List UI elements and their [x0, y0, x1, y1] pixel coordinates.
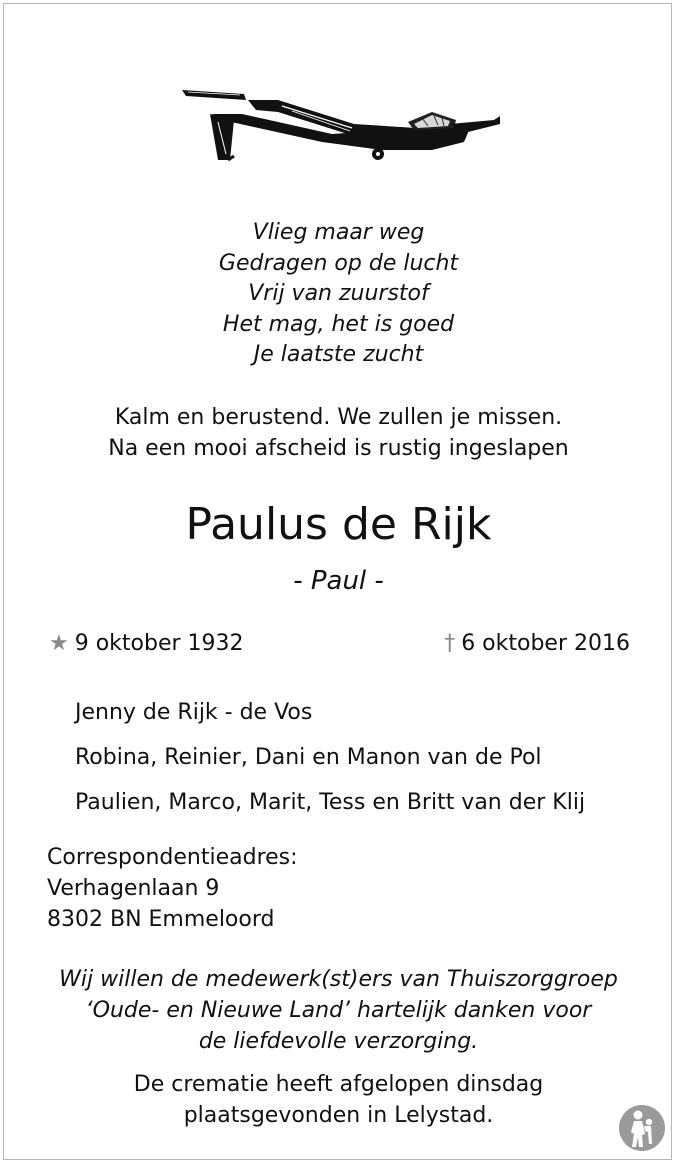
- birth-date-text: 9 oktober 1932: [74, 631, 244, 656]
- family-line: Paulien, Marco, Marit, Tess en Britt van der Klij: [75, 790, 586, 815]
- intro-text: [0, 402, 677, 464]
- death-date: [444, 628, 630, 660]
- poem: [0, 218, 677, 371]
- thanks-line: Wij willen de medewerk(st)ers van Thuiszorggroep: [59, 967, 618, 992]
- birth-date: [49, 628, 244, 660]
- address-line: 8302 BN Emmeloord: [47, 907, 275, 932]
- thanks-line: ‘Oude- en Nieuwe Land’ hartelijk danken voor: [85, 998, 592, 1023]
- cremation-text: [0, 1069, 677, 1131]
- family-list: [75, 690, 585, 825]
- cremation-line: plaatsgevonden in Lelystad.: [183, 1103, 494, 1128]
- deceased-name: Paulus de Rijk: [185, 499, 492, 550]
- death-date-text: 6 oktober 2016: [461, 631, 630, 656]
- glider-icon: [182, 84, 502, 164]
- poem-line: Gedragen op de lucht: [218, 250, 459, 276]
- intro-line: Na een mooi afscheid is rustig ingeslapen: [108, 436, 569, 461]
- address-line: Correspondentieadres:: [47, 845, 298, 870]
- thanks-line: de liefdevolle verzorging.: [198, 1029, 479, 1054]
- star-icon: ★: [49, 631, 69, 656]
- poem-line: Je laatste zucht: [253, 342, 424, 367]
- address-line: Verhagenlaan 9: [47, 876, 220, 901]
- poem-line: Vlieg maar weg: [252, 220, 425, 245]
- memorial-logo-icon: [618, 1104, 666, 1152]
- family-line: Jenny de Rijk - de Vos: [75, 700, 313, 725]
- deceased-nickname: - Paul -: [293, 566, 384, 596]
- family-line: Robina, Reinier, Dani en Manon van de Pol: [75, 745, 542, 770]
- cremation-line: De crematie heeft afgelopen dinsdag: [133, 1072, 544, 1097]
- poem-line: Vrij van zuurstof: [248, 281, 429, 306]
- poem-line: Het mag, het is goed: [222, 311, 455, 337]
- thanks-text: [0, 964, 677, 1057]
- correspondence-address: [47, 842, 298, 935]
- cross-icon: †: [444, 631, 456, 656]
- intro-line: Kalm en berustend. We zullen je missen.: [114, 405, 563, 430]
